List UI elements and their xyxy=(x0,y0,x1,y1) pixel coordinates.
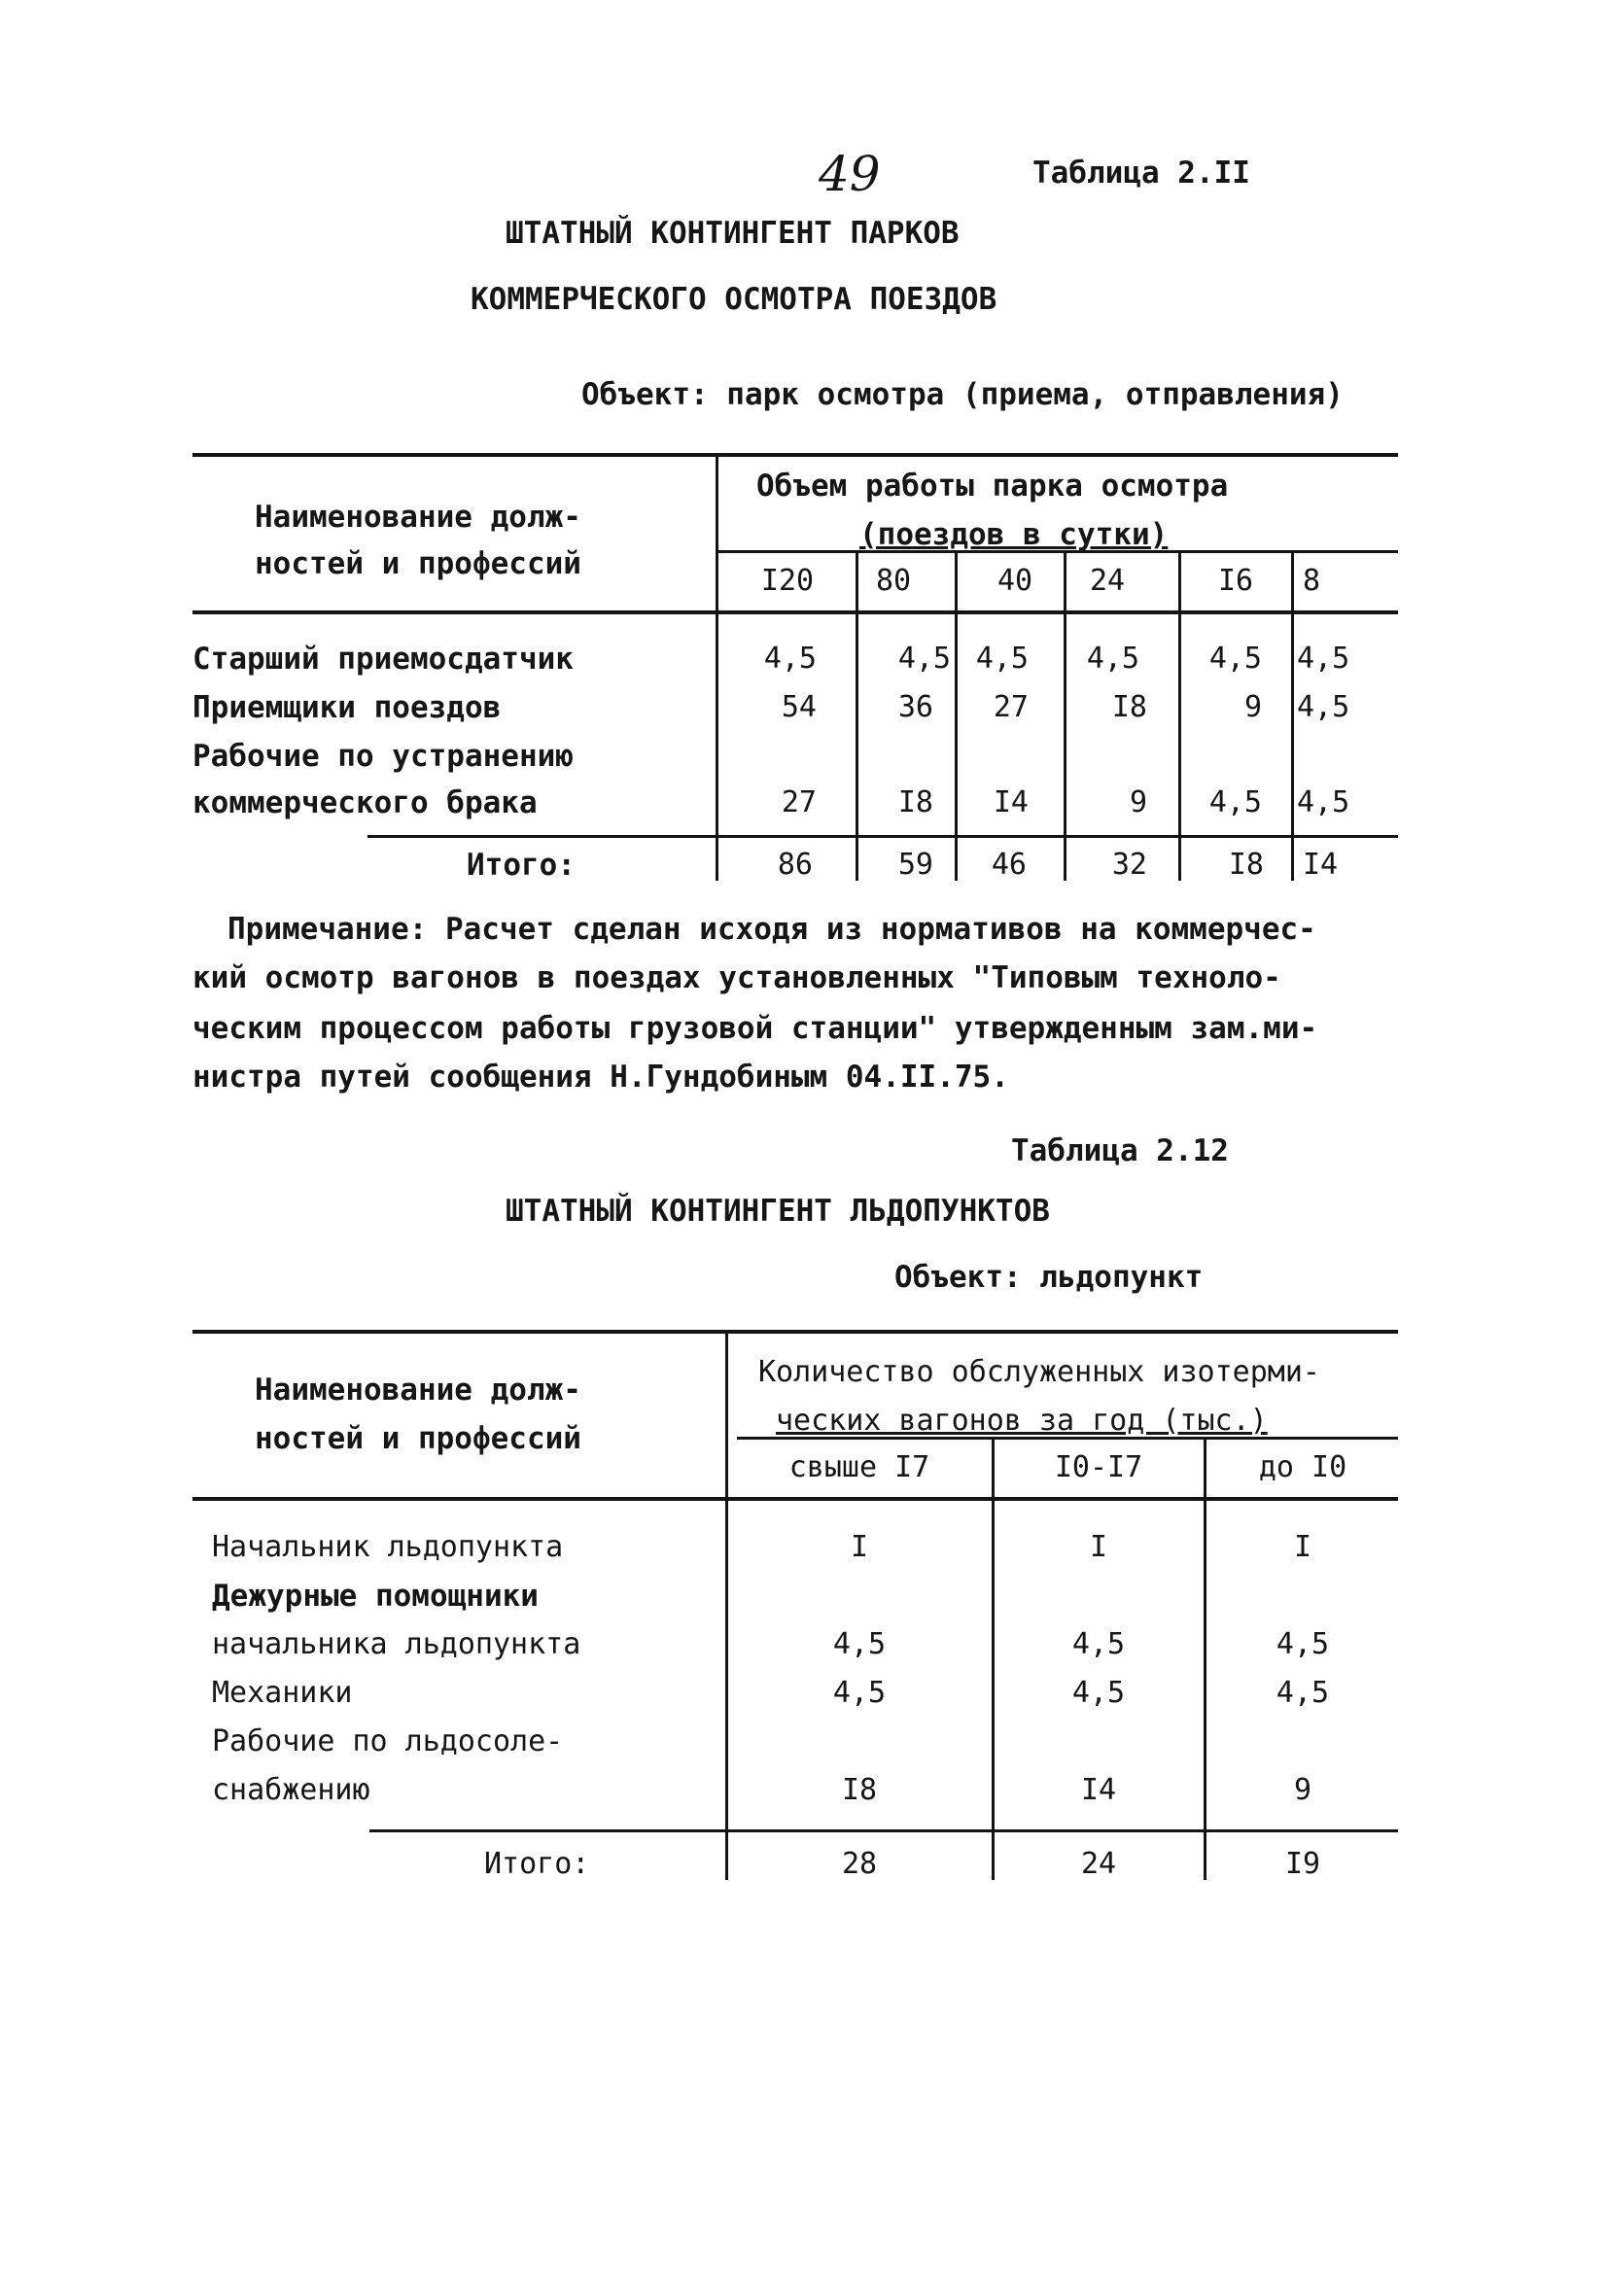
table2-col-divider xyxy=(1204,1439,1206,1880)
table2-row-name: Дежурные помощники xyxy=(212,1579,539,1614)
table1-object: Объект: парк осмотра (приема, отправления) xyxy=(581,377,1344,412)
table1-column-header: 40 xyxy=(996,564,1033,598)
table1-cell: 4,5 xyxy=(897,642,951,676)
table1-cell: 27 xyxy=(781,785,817,819)
table2-cell: I4 xyxy=(1080,1773,1117,1807)
table2-cell: I xyxy=(1293,1530,1312,1564)
page-number: 49 xyxy=(819,146,881,202)
table1-row-name: коммерческого брака xyxy=(192,785,538,820)
table2-cell: 9 xyxy=(1293,1773,1312,1807)
table2-total: 28 xyxy=(841,1847,878,1881)
note-line: нистра путей сообщения Н.Гундобиным 04.II.75. xyxy=(192,1060,1009,1095)
table1-row-name: Рабочие по устранению xyxy=(192,739,574,774)
table1-col-divider xyxy=(1178,552,1181,881)
table1-column-header: 8 xyxy=(1303,564,1321,598)
table1-title-line1: ШТАТНЫЙ КОНТИНГЕНТ ПАРКОВ xyxy=(506,216,960,251)
table2-cell: I xyxy=(1089,1530,1108,1564)
table2-header-group-line1: Количество обслуженных изотерми- xyxy=(758,1355,1320,1389)
table2-total-label: Итого: xyxy=(484,1847,590,1881)
table2-header-name-line1: Наименование долж- xyxy=(255,1373,581,1408)
table1-row-name: Старший приемосдатчик xyxy=(192,642,574,677)
table1-cell: 36 xyxy=(897,690,933,724)
table2-top-rule xyxy=(192,1330,1398,1334)
table2-cell: 4,5 xyxy=(1071,1627,1126,1661)
table1-col-divider xyxy=(856,552,858,881)
table1-total: 86 xyxy=(777,848,813,882)
table1-cell: 4,5 xyxy=(1297,642,1350,676)
table1-cell: 9 xyxy=(1243,690,1262,724)
table1-top-rule xyxy=(192,453,1398,457)
table1-cell: I8 xyxy=(1111,690,1147,724)
table1-label: Таблица 2.II xyxy=(1032,156,1250,191)
table2-row-name: Начальник льдопункта xyxy=(212,1530,564,1564)
table2-col-divider xyxy=(725,1332,728,1880)
table1-header-rule xyxy=(192,610,1398,614)
table2-cell: I xyxy=(850,1530,869,1564)
table2-col-divider xyxy=(992,1439,995,1880)
table2-header-rule xyxy=(192,1497,1398,1501)
table2-total: 24 xyxy=(1080,1847,1117,1881)
table1-cell: 4,5 xyxy=(1208,785,1262,819)
table2-header-group-line2: ческих вагонов за год (тыс.) xyxy=(776,1404,1268,1438)
table1-cell: 4,5 xyxy=(1297,785,1350,819)
table1-total: 32 xyxy=(1111,848,1147,882)
table1-total: I4 xyxy=(1303,848,1339,882)
table1-cell: 9 xyxy=(1129,785,1147,819)
table2-cell: 4,5 xyxy=(832,1627,887,1661)
table1-col-divider xyxy=(955,552,958,881)
table2-object: Объект: льдопункт xyxy=(894,1260,1204,1295)
table1-total: I8 xyxy=(1228,848,1264,882)
table2-cell: 4,5 xyxy=(1071,1676,1126,1710)
table1-col-divider xyxy=(716,455,718,881)
table1-total-label: Итого: xyxy=(467,848,576,883)
table1-header-name-line2: ностей и профессий xyxy=(255,546,581,581)
table2-row-name: снабжению xyxy=(212,1773,370,1807)
table1-cell: I4 xyxy=(993,785,1029,819)
table2-total: I9 xyxy=(1284,1847,1321,1881)
table2-header-name-line2: ностей и профессий xyxy=(255,1421,581,1456)
table1-column-header: 24 xyxy=(1089,564,1126,598)
table1-cell: 4,5 xyxy=(1086,642,1139,676)
table1-cell: 4,5 xyxy=(1297,690,1350,724)
table2-column-header: свыше I7 xyxy=(788,1450,930,1484)
table1-cell: 4,5 xyxy=(763,642,817,676)
note-line: ческим процессом работы грузовой станции" утвержденным зам.ми- xyxy=(192,1011,1318,1046)
table1-column-header: I6 xyxy=(1217,564,1254,598)
table2-label: Таблица 2.12 xyxy=(1011,1133,1229,1168)
table2-cell: 4,5 xyxy=(832,1676,887,1710)
table1-cell: 27 xyxy=(993,690,1029,724)
table2-column-header: I0-I7 xyxy=(1054,1450,1143,1484)
table1-col-divider xyxy=(1064,552,1066,881)
table2-row-name: Механики xyxy=(212,1676,353,1710)
table1-column-header: 80 xyxy=(875,564,912,598)
table1-header-group-line2: (поездов в сутки) xyxy=(859,517,1169,552)
table1-header-name-line1: Наименование долж- xyxy=(255,500,581,535)
table2-total-rule xyxy=(369,1829,1398,1832)
table1-total-rule xyxy=(367,835,1398,838)
table2-row-name: начальника льдопункта xyxy=(212,1627,581,1661)
table2-cell: 4,5 xyxy=(1276,1676,1330,1710)
table2-column-header: до I0 xyxy=(1258,1450,1347,1484)
table2-title: ШТАТНЫЙ КОНТИНГЕНТ ЛЬДОПУНКТОВ xyxy=(506,1194,1050,1229)
table1-col-divider xyxy=(1291,552,1294,881)
table2-cell: 4,5 xyxy=(1276,1627,1330,1661)
table1-cell: 4,5 xyxy=(1208,642,1262,676)
table1-column-header: I20 xyxy=(760,564,815,598)
table1-row-name: Приемщики поездов xyxy=(192,690,502,725)
table1-total: 59 xyxy=(897,848,933,882)
note-line: кий осмотр вагонов в поездах установленных "Типовым техноло- xyxy=(192,960,1281,995)
table1-header-group-line1: Объем работы парка осмотра xyxy=(756,469,1229,504)
table2-row-name: Рабочие по льдосоле- xyxy=(212,1724,564,1758)
table1-cell: 54 xyxy=(781,690,817,724)
note-line: Примечание: Расчет сделан исходя из нормативов на коммерчес- xyxy=(227,912,1316,947)
table1-cell: I8 xyxy=(897,785,933,819)
table1-total: 46 xyxy=(991,848,1027,882)
table1-cell: 4,5 xyxy=(975,642,1029,676)
table2-cell: I8 xyxy=(841,1773,878,1807)
table1-title-line2: КОММЕРЧЕСКОГО ОСМОТРА ПОЕЗДОВ xyxy=(471,282,997,317)
